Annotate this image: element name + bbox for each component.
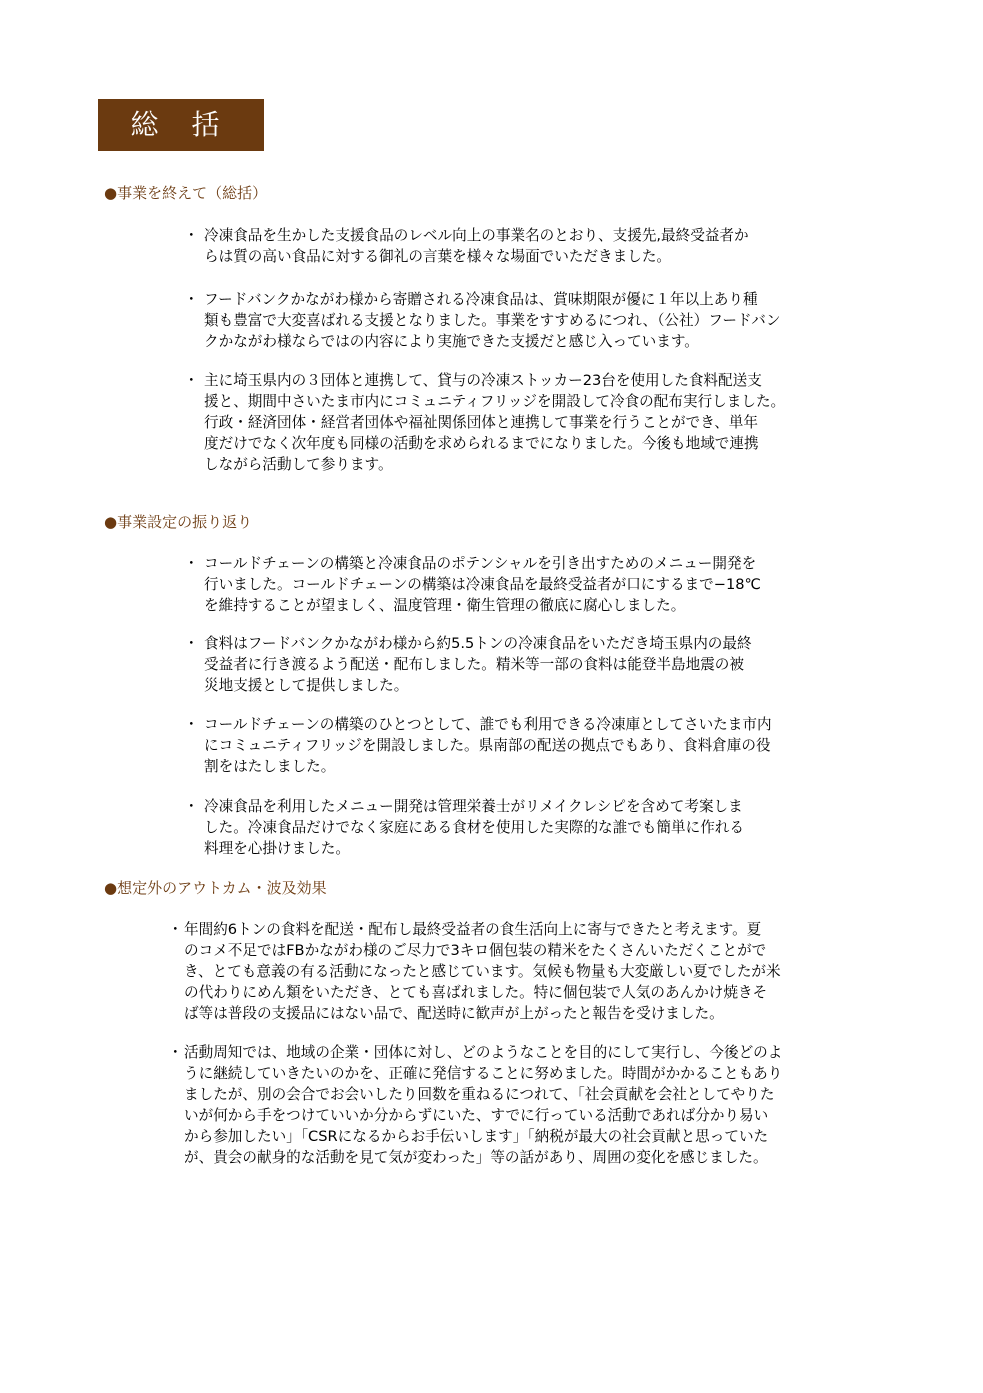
bullet-mark: ・ [184, 291, 199, 308]
text-line: 年間約6トンの食料を配送・配布し最終受益者の食生活向上に寄与できたと考えます。夏 [184, 921, 762, 938]
text-line: クかながわ様ならではの内容により実施できた支援だと感じ入っています。 [204, 333, 699, 350]
text-line: コールドチェーンの構築と冷凍食品のポテンシャルを引き出すためのメニュー開発を [204, 555, 757, 572]
section-heading: ●事業を終えて（総括） [104, 184, 268, 202]
text-line: 度だけでなく次年度も同様の活動を求められるまでになりました。今後も地域で連携 [204, 435, 759, 452]
text-line: した。冷凍食品だけでなく家庭にある食材を使用した実際的な誰でも簡単に作れる [204, 819, 744, 836]
list-item-text [204, 633, 752, 696]
text-line: を維持することが望ましく、温度管理・衛生管理の徹底に腐心しました。 [204, 597, 686, 614]
list-item-text [204, 553, 761, 616]
text-line: らは質の高い食品に対する御礼の言葉を様々な場面でいただきました。 [204, 248, 672, 265]
text-line: 災地支援として提供しました。 [204, 677, 409, 694]
text-line: 食料はフードバンクかながわ様から約5.5トンの冷凍食品をいただき埼玉県内の最終 [204, 635, 752, 652]
text-line: にコミュニティフリッジを開設しました。県南部の配送の拠点でもあり、食料倉庫の役 [204, 737, 771, 754]
text-line: 冷凍食品を利用したメニュー開発は管理栄養士がリメイクレシピを含めて考案しま [204, 798, 743, 815]
page-title: 総 括 [98, 99, 264, 151]
text-line: 冷凍食品を生かした支援食品のレベル向上の事業名のとおり、支援先,最終受益者か [204, 227, 749, 244]
list-item-text [184, 1042, 782, 1168]
bullet-mark: ・ [184, 372, 199, 389]
list-item-text [204, 225, 749, 267]
text-line: 行いました。コールドチェーンの構築は冷凍食品を最終受益者が口にするまで−18℃ [204, 576, 761, 593]
text-line: しながら活動して参ります。 [204, 456, 393, 473]
text-line: 行政・経済団体・経営者団体や福祉関係団体と連携して事業を行うことができ、単年 [204, 414, 758, 431]
text-line: 援と、期間中さいたま市内にコミュニティフリッジを開設して冷食の配布実行しました。 [204, 393, 786, 410]
text-line: 主に埼玉県内の３団体と連携して、貸与の冷凍ストッカー23台を使用した食料配送支 [204, 372, 762, 389]
bullet-mark: ・ [184, 635, 199, 652]
text-line: 類も豊富で大変喜ばれる支援となりました。事業をすすめるにつれ、（公社）フードバン [204, 312, 781, 329]
text-line: いが何から手をつけていいか分からずにいた、すでに行っている活動であれば分かり易い [184, 1107, 769, 1124]
section-heading: ●想定外のアウトカム・波及効果 [104, 879, 327, 897]
bullet-mark: ・ [184, 555, 199, 572]
text-line: の代わりにめん類をいただき、とても喜ばれました。特に個包装で人気のあんかけ焼きそ [184, 984, 768, 1001]
section-heading: ●事業設定の振り返り [104, 513, 253, 531]
text-line: フードバンクかながわ様から寄贈される冷凍食品は、賞味期限が優に１年以上あり種 [204, 291, 758, 308]
text-line: ば等は普段の支援品にはない品で、配送時に歓声が上がったと報告を受けました。 [184, 1005, 724, 1022]
bullet-mark: ・ [184, 716, 199, 733]
text-line: き、とても意義の有る活動になったと感じています。気候も物量も大変厳しい夏でしたが米 [184, 963, 781, 980]
list-item-text [204, 714, 772, 777]
bullet-mark: ・ [184, 798, 199, 815]
list-item-text [184, 919, 781, 1024]
text-line: 料理を心掛けました。 [204, 840, 350, 857]
text-line: から参加したい」「CSRになるからお手伝いします」「納税が最大の社会貢献と思っていた [184, 1128, 769, 1145]
bullet-mark: ・ [184, 227, 199, 244]
text-line: が、貴会の献身的な活動を見て気が変わった」等の話があり、周囲の変化を感じました。 [184, 1149, 768, 1166]
text-line: 受益者に行き渡るよう配送・配布しました。精米等一部の食料は能登半島地震の被 [204, 656, 744, 673]
text-line: うに継続していきたいのかを、正確に発信することに努めました。時間がかかることもあり [184, 1065, 783, 1082]
list-item-text [204, 796, 744, 859]
text-line: ましたが、別の会合でお会いしたり回数を重ねるにつれて、「社会貢献を会社としてやりた [184, 1086, 775, 1103]
bullet-mark: ・ [168, 921, 183, 938]
bullet-mark: ・ [168, 1044, 183, 1061]
text-line: 割をはたしました。 [204, 758, 336, 775]
list-item-text [204, 370, 785, 475]
text-line: 活動周知では、地域の企業・団体に対し、どのようなことを目的にして実行し、今後どのよ [184, 1044, 783, 1061]
text-line: コールドチェーンの構築のひとつとして、誰でも利用できる冷凍庫としてさいたま市内 [204, 716, 772, 733]
text-line: のコメ不足ではFBかながわ様のご尽力で3キロ個包装の精米をたくさんいただくことがで [184, 942, 767, 959]
list-item-text [204, 289, 780, 352]
